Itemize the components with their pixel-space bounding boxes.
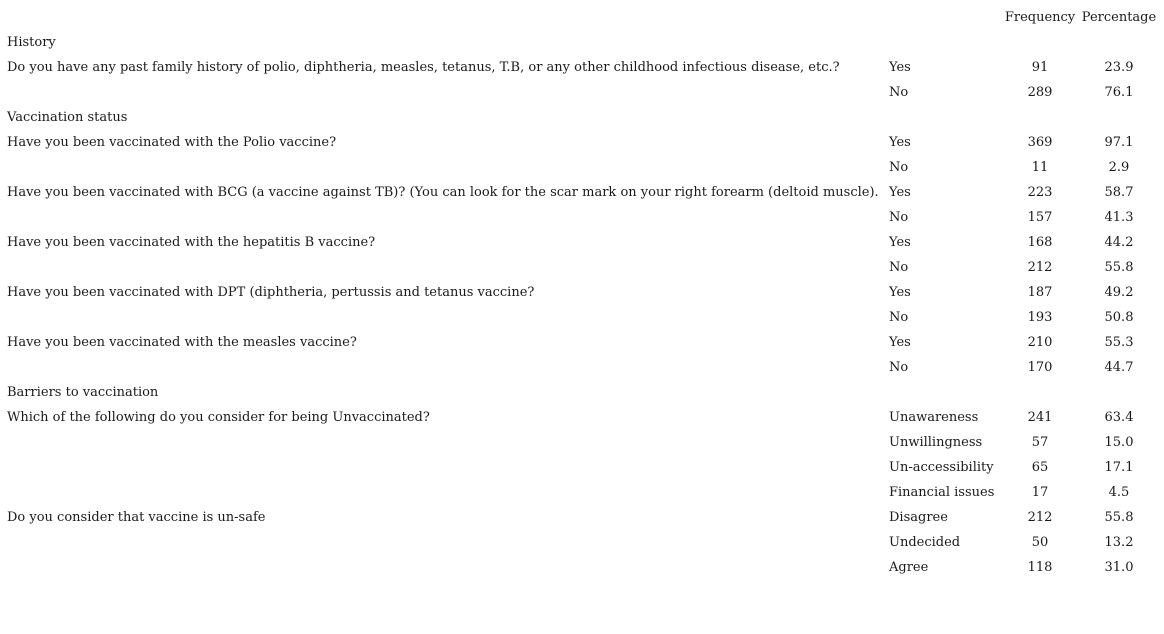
table-row <box>0 55 1164 80</box>
table-row <box>0 155 1164 180</box>
percentage-cell: 15.0 <box>1104 435 1134 450</box>
question-cell: Have you been vaccinated with the measles vaccine? <box>7 335 357 350</box>
section-title: Vaccination status <box>7 110 128 125</box>
table-row <box>0 555 1164 580</box>
response-option-cell: No <box>889 360 909 375</box>
question-cell: Have you been vaccinated with the Polio vaccine? <box>7 135 337 150</box>
section-header-row <box>0 30 1164 55</box>
percentage-cell: 13.2 <box>1104 535 1134 550</box>
frequency-cell: 187 <box>1027 285 1053 300</box>
percentage-cell: 49.2 <box>1104 285 1134 300</box>
percentage-cell: 97.1 <box>1104 135 1134 150</box>
question-cell: Have you been vaccinated with the hepatitis B vaccine? <box>7 235 376 250</box>
table-row <box>0 405 1164 430</box>
frequency-cell: 118 <box>1027 560 1053 575</box>
vaccination-table <box>0 5 1164 580</box>
percentage-cell: 63.4 <box>1104 410 1134 425</box>
response-option-cell: Undecided <box>889 535 961 550</box>
response-option-cell: Yes <box>889 135 911 150</box>
response-option-cell: No <box>889 310 909 325</box>
response-option-cell: No <box>889 160 909 175</box>
response-option-cell: Yes <box>889 285 911 300</box>
table-row <box>0 305 1164 330</box>
frequency-cell: 210 <box>1027 335 1053 350</box>
frequency-cell: 17 <box>1031 485 1049 500</box>
percentage-cell: 2.9 <box>1108 160 1130 175</box>
table-row <box>0 530 1164 555</box>
percentage-cell: 44.2 <box>1104 235 1134 250</box>
question-cell: Do you have any past family history of polio, diphtheria, measles, tetanus, T.B, or any other childhood infectious disease, etc.? <box>7 60 840 75</box>
response-option-cell: Yes <box>889 335 911 350</box>
percentage-cell: 50.8 <box>1104 310 1134 325</box>
response-option-cell: No <box>889 210 909 225</box>
frequency-column-header: Frequency <box>1004 10 1076 25</box>
response-option-cell: Un-accessibility <box>889 460 994 475</box>
frequency-cell: 193 <box>1027 310 1053 325</box>
frequency-cell: 241 <box>1027 410 1053 425</box>
table-row <box>0 230 1164 255</box>
frequency-cell: 50 <box>1031 535 1049 550</box>
response-option-cell: Unwillingness <box>889 435 983 450</box>
response-option-cell: Unawareness <box>889 410 979 425</box>
percentage-cell: 17.1 <box>1104 460 1134 475</box>
table-row <box>0 430 1164 455</box>
response-option-cell: Yes <box>889 235 911 250</box>
percentage-cell: 4.5 <box>1108 485 1130 500</box>
table-row <box>0 205 1164 230</box>
frequency-cell: 157 <box>1027 210 1053 225</box>
section-title: Barriers to vaccination <box>7 385 159 400</box>
section-header-row <box>0 105 1164 130</box>
table-row <box>0 180 1164 205</box>
table-row <box>0 80 1164 105</box>
frequency-cell: 57 <box>1031 435 1049 450</box>
percentage-cell: 23.9 <box>1104 60 1134 75</box>
question-cell: Have you been vaccinated with DPT (diphtheria, pertussis and tetanus vaccine? <box>7 285 535 300</box>
percentage-cell: 41.3 <box>1104 210 1134 225</box>
table-row <box>0 280 1164 305</box>
response-option-cell: Yes <box>889 185 911 200</box>
percentage-cell: 55.8 <box>1104 510 1134 525</box>
question-cell: Do you consider that vaccine is un-safe <box>7 510 266 525</box>
percentage-column-header: Percentage <box>1081 10 1157 25</box>
frequency-cell: 168 <box>1027 235 1053 250</box>
table-row <box>0 130 1164 155</box>
frequency-cell: 91 <box>1031 60 1049 75</box>
table-header-row <box>0 5 1164 30</box>
response-option-cell: Agree <box>889 560 929 575</box>
section-title: History <box>7 35 56 50</box>
percentage-cell: 44.7 <box>1104 360 1134 375</box>
frequency-cell: 65 <box>1031 460 1049 475</box>
question-cell: Which of the following do you consider for being Unvaccinated? <box>7 410 430 425</box>
percentage-cell: 31.0 <box>1104 560 1134 575</box>
table-row <box>0 505 1164 530</box>
frequency-cell: 212 <box>1027 260 1053 275</box>
response-option-cell: No <box>889 260 909 275</box>
frequency-cell: 223 <box>1027 185 1053 200</box>
table-body <box>0 30 1164 580</box>
response-option-cell: Financial issues <box>889 485 995 500</box>
question-cell: Have you been vaccinated with BCG (a vaccine against TB)? (You can look for the scar mark on your right forearm (deltoid muscle). <box>7 185 879 200</box>
frequency-cell: 170 <box>1027 360 1053 375</box>
percentage-cell: 55.3 <box>1104 335 1134 350</box>
frequency-cell: 11 <box>1031 160 1049 175</box>
table-row <box>0 355 1164 380</box>
response-option-cell: Disagree <box>889 510 948 525</box>
frequency-cell: 212 <box>1027 510 1053 525</box>
table-row <box>0 330 1164 355</box>
response-option-cell: Yes <box>889 60 911 75</box>
table-row <box>0 255 1164 280</box>
percentage-cell: 58.7 <box>1104 185 1134 200</box>
percentage-cell: 76.1 <box>1104 85 1134 100</box>
response-option-cell: No <box>889 85 909 100</box>
percentage-cell: 55.8 <box>1104 260 1134 275</box>
table-row <box>0 480 1164 505</box>
frequency-cell: 369 <box>1027 135 1053 150</box>
table-row <box>0 455 1164 480</box>
section-header-row <box>0 380 1164 405</box>
frequency-cell: 289 <box>1027 85 1053 100</box>
